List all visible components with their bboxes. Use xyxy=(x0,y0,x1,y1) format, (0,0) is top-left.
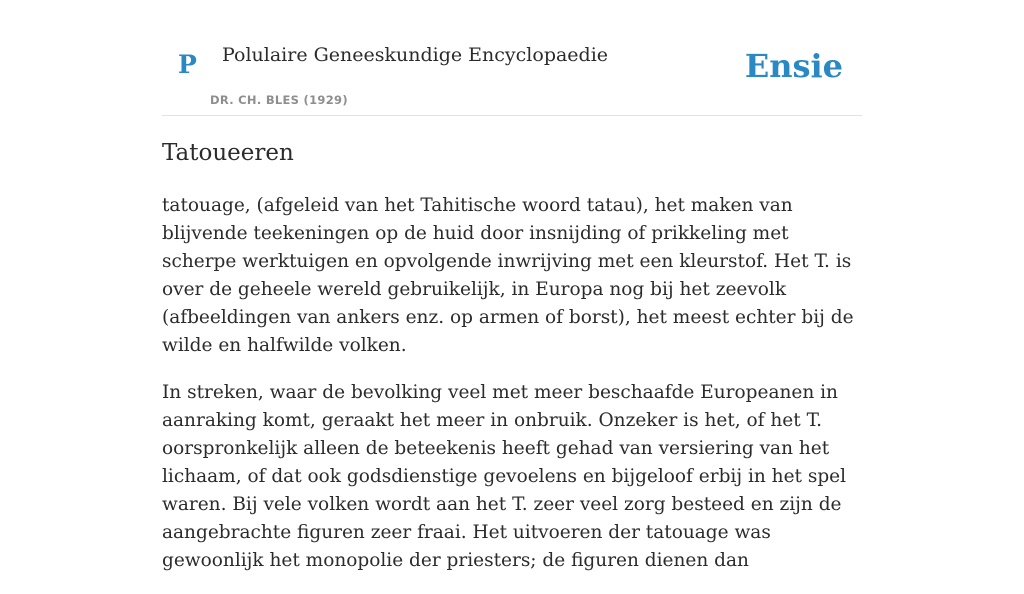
article-body xyxy=(162,192,864,594)
publication-logo[interactable]: P xyxy=(178,50,197,79)
header xyxy=(162,0,862,116)
article-title: Tatoueeren xyxy=(162,140,294,166)
author-byline: DR. CH. BLES (1929) xyxy=(210,93,348,107)
page xyxy=(162,0,862,571)
article-paragraph: In streken, waar de bevolking veel met meer beschaafde Europeanen in aanraking komt, geraakt het meer in onbruik. Onzeker is het, of het T. oorspronkelijk alleen de beteekenis heeft gehad van versiering van het lichaam, of dat ook godsdienstige gevoelens en bijgeloof erbij in het spel waren. Bij vele volken wordt aan het T. zeer veel zorg besteed en zijn de aangebrachte figuren zeer fraai. Het uitvoeren der tatouage was gewoonlijk het monopolie der priesters; de figuren dienen dan xyxy=(162,382,847,571)
article-paragraph: tatouage, (afgeleid van het Tahitische woord tatau), het maken van blijvende teekeningen op de huid door insnijding of prikkeling met scherpe werktuigen en opvolgende inwrijving met een kleurstof. Het T. is over de geheele wereld gebruikelijk, in Europa nog bij het zeevolk (afbeeldingen van ankers enz. op armen of borst), het meest echter bij de wilde en halfwilde volken. xyxy=(162,195,854,356)
work-title-link[interactable]: Polulaire Geneeskundige Encyclopaedie xyxy=(222,44,609,66)
brand-logo-link[interactable]: Ensie xyxy=(744,47,843,85)
